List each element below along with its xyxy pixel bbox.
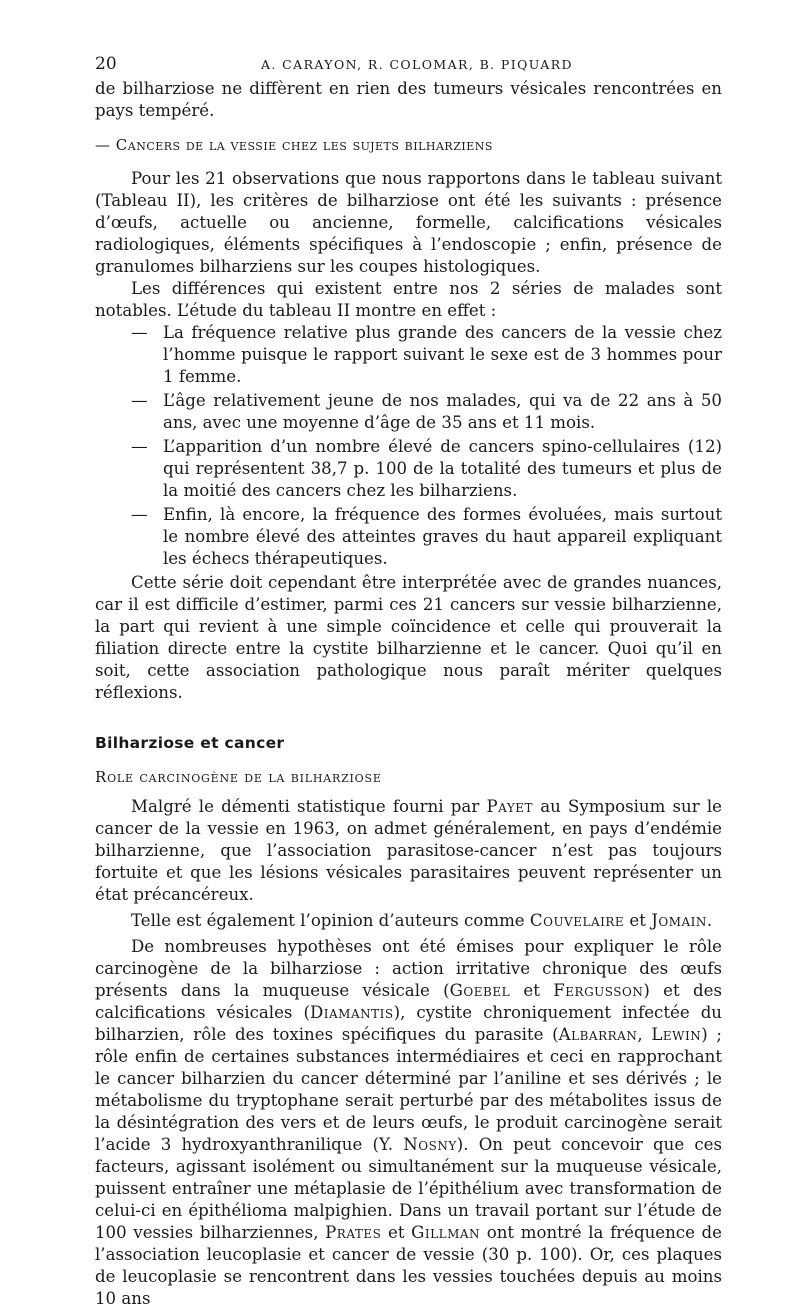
list-item: — L’apparition d’un nombre élevé de cancers spino-cellulaires (12) qui représentent 38,7 p. 100 de la totalité des tumeurs et plus de la moitié des cancers chez les bilharziens. bbox=[131, 437, 722, 500]
paragraph-differences: Les différences qui existent entre nos 2 séries de malades sont notables. L’étude du tableau II montre en effet : bbox=[95, 279, 722, 320]
heading-bilharziose-et-cancer: Bilharziose et cancer bbox=[95, 734, 285, 752]
page-number: 20 bbox=[95, 54, 117, 74]
author-name: Fergusson bbox=[553, 981, 644, 1000]
list-item: — La fréquence relative plus grande des cancers de la vessie chez l’homme puisque le rapport suivant le sexe est de 3 hommes pour 1 femme. bbox=[131, 323, 722, 386]
running-head-authors: A. CARAYON, R. COLOMAR, B. PIQUARD bbox=[261, 57, 573, 72]
author-name: Gillman bbox=[411, 1223, 481, 1242]
list-dash: — bbox=[131, 505, 148, 524]
paragraph-payet: Malgré le démenti statistique fourni par Payet au Symposium sur le cancer de la vessie en 1963, on admet généralement, en pays d’endémie bilharzienne, que l’association parasitose-cancer n’est pas toujours fortuite et que les lésions vésicales parasitaires peuvent représenter un état précancéreux. bbox=[95, 797, 723, 904]
running-header bbox=[95, 54, 722, 78]
paragraph-hypotheses: De nombreuses hypothèses ont été émises pour expliquer le rôle carcinogène de la bilharziose : action irritative chronique des œufs présents dans la muqueuse vésicale (Goebel et Fergusson) et des calcifications vésicales (Diamantis), cystite chroniquement infectée du bilharzien, rôle des toxines spécifiques du parasite (Albarran, Lewin) ; rôle enfin de certaines substances intermédiaires et ceci en rapprochant le cancer bilharzien du cancer déterminé par l’aniline et ses dérivés ; le métabolisme du tryptophane serait perturbé par des métabolites issus de la désintégration des vers et de leurs œufs, le produit carcinogène serait l’acide 3 hydroxyanthranilique (Y. Nosny). On peut concevoir que ces facteurs, agissant isolément ou simultanément sur la muqueuse vésicale, puissent entraîner une métaplasie de l’épithélium avec transformation de celui-ci en épithélioma malpighien. Dans un travail portant sur l’étude de 100 vessies bilharziennes, Prates et Gillman ont montré la fréquence de l’association leucoplasie et cancer de vessie (30 p. 100). Or, ces plaques de leucoplasie se rencontrent dans les vessies touchées depuis au moins 10 ans bbox=[95, 937, 722, 1308]
list-item: — L’âge relativement jeune de nos malades, qui va de 22 ans à 50 ans, avec une moyenne d’âge de 35 ans et 11 mois. bbox=[131, 391, 722, 432]
findings-list bbox=[95, 322, 722, 570]
paragraph-observations: Pour les 21 observations que nous rapportons dans le tableau suivant (Tableau II), les critères de bilharziose ont été les suivants : présence d’œufs, actuelle ou ancienne, formelle, calcifications vésicales radiologiques, éléments spécifiques à l’endoscopie ; enfin, présence de granulomes bilharziens sur les coupes histologiques. bbox=[95, 169, 722, 276]
paragraph-interpretation: Cette série doit cependant être interprétée avec de grandes nuances, car il est difficile d’estimer, parmi ces 21 cancers sur vessie bilharzienne, la part qui revient à une simple coïncidence et celle qui prouverait la filiation directe entre la cystite bilharzienne et le cancer. Quoi qu’il en soit, cette association pathologique nous paraît mériter quelques réflexions. bbox=[95, 573, 722, 702]
section-title-cancers: — Cancers de la vessie chez les sujets bilharziens bbox=[95, 136, 493, 154]
author-name: Jomain bbox=[651, 911, 707, 930]
paragraph-opinion: Telle est également l’opinion d’auteurs comme Couvelaire et Jomain. bbox=[131, 911, 713, 930]
paragraph-continued: de bilharziose ne diffèrent en rien des tumeurs vésicales rencontrées en pays tempéré. bbox=[95, 79, 722, 120]
author-name: Diamantis bbox=[309, 1003, 394, 1022]
list-dash: — bbox=[131, 391, 148, 410]
author-name: Prates bbox=[325, 1223, 382, 1242]
author-name: Nosny bbox=[403, 1135, 457, 1154]
list-dash: — bbox=[131, 437, 148, 456]
list-item: — Enfin, là encore, la fréquence des formes évoluées, mais surtout le nombre élevé des atteintes graves du haut appareil expliquant les échecs thérapeutiques. bbox=[131, 505, 722, 568]
author-name: Goebel bbox=[449, 981, 511, 1000]
author-name: Couvelaire bbox=[529, 911, 625, 930]
author-name: Lewin bbox=[651, 1025, 702, 1044]
page-body bbox=[95, 54, 722, 1310]
author-name: Albarran bbox=[558, 1025, 638, 1044]
author-name: Payet bbox=[486, 797, 533, 816]
section-title-role-carcinogene: Role carcinogène de la bilharziose bbox=[95, 768, 382, 786]
list-dash: — bbox=[131, 323, 148, 342]
